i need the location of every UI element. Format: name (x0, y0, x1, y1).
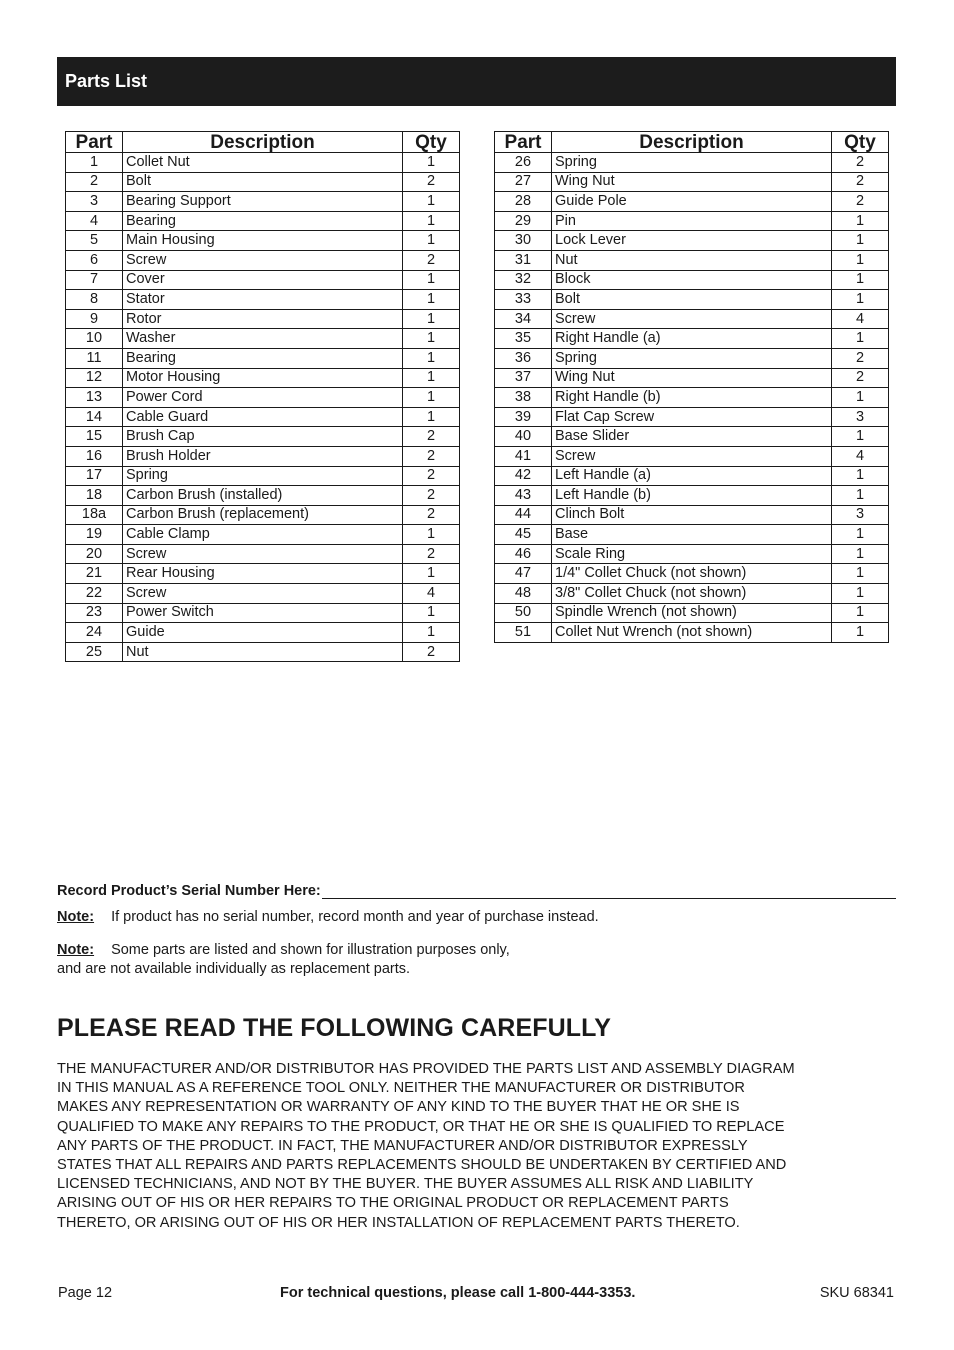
quantity-cell: 2 (403, 505, 460, 525)
table-row (495, 172, 889, 192)
table-row (495, 192, 889, 212)
qty-column-header: Qty (403, 132, 460, 153)
quantity-cell: 1 (403, 388, 460, 408)
table-row (66, 584, 460, 604)
description-cell: Bearing (123, 211, 403, 231)
description-cell: Cable Clamp (123, 525, 403, 545)
section-header (57, 57, 896, 106)
description-cell: Rear Housing (123, 564, 403, 584)
quantity-cell: 1 (832, 270, 889, 290)
table-row (495, 250, 889, 270)
serial-number-blank-line (322, 882, 896, 899)
description-cell: Flat Cap Screw (552, 407, 832, 427)
quantity-cell: 1 (403, 192, 460, 212)
description-cell: 1/4" Collet Chuck (not shown) (552, 564, 832, 584)
part-number-cell: 1 (66, 153, 123, 173)
table-row (66, 525, 460, 545)
part-number-cell: 22 (66, 584, 123, 604)
part-number-cell: 46 (495, 544, 552, 564)
table-row (66, 623, 460, 643)
description-cell: Collet Nut (123, 153, 403, 173)
part-number-cell: 7 (66, 270, 123, 290)
description-cell: Spring (552, 153, 832, 173)
description-cell: Pin (552, 211, 832, 231)
table-row (495, 623, 889, 643)
part-number-cell: 11 (66, 348, 123, 368)
description-cell: Lock Lever (552, 231, 832, 251)
table-row (495, 290, 889, 310)
table-row (495, 329, 889, 349)
table-row (495, 505, 889, 525)
part-number-cell: 39 (495, 407, 552, 427)
part-number-cell: 4 (66, 211, 123, 231)
parts-table-left (65, 131, 460, 662)
description-column-header: Description (123, 132, 403, 153)
table-row (66, 486, 460, 506)
description-cell: Bolt (552, 290, 832, 310)
description-cell: Spring (552, 348, 832, 368)
table-row (66, 407, 460, 427)
table-row (66, 388, 460, 408)
part-number-cell: 24 (66, 623, 123, 643)
part-number-cell: 47 (495, 564, 552, 584)
sku-number: SKU 68341 (819, 1285, 894, 1301)
table-row (495, 446, 889, 466)
part-number-cell: 28 (495, 192, 552, 212)
table-row (66, 270, 460, 290)
parts-right-body (495, 153, 889, 643)
description-cell: Screw (552, 446, 832, 466)
quantity-cell: 3 (832, 505, 889, 525)
description-cell: Guide Pole (552, 192, 832, 212)
part-number-cell: 13 (66, 388, 123, 408)
quantity-cell: 1 (403, 329, 460, 349)
quantity-cell: 1 (832, 466, 889, 486)
description-cell: Screw (552, 309, 832, 329)
note-label: Note: (57, 909, 95, 925)
table-row (495, 407, 889, 427)
serial-number-record (57, 882, 896, 899)
part-number-cell: 19 (66, 525, 123, 545)
disclaimer-line: LICENSED TECHNICIANS, AND NOT BY THE BUYER. THE BUYER ASSUMES ALL RISK AND LIABILITY (57, 1176, 754, 1193)
quantity-cell: 1 (832, 250, 889, 270)
quantity-cell: 1 (832, 623, 889, 643)
note-text: If product has no serial number, record month and year of purchase instead. (111, 909, 599, 925)
disclaimer-line: THE MANUFACTURER AND/OR DISTRIBUTOR HAS PROVIDED THE PARTS LIST AND ASSEMBLY DIAGRAM (57, 1061, 795, 1077)
part-number-cell: 34 (495, 309, 552, 329)
disclaimer-line: THERETO, OR ARISING OUT OF HIS OR HER INSTALLATION OF REPLACEMENT PARTS THERETO. (57, 1214, 740, 1231)
description-cell: Rotor (123, 309, 403, 329)
description-cell: Screw (123, 250, 403, 270)
part-number-cell: 12 (66, 368, 123, 388)
part-number-cell: 16 (66, 446, 123, 466)
table-header-row (66, 132, 460, 153)
part-number-cell: 21 (66, 564, 123, 584)
quantity-cell: 1 (403, 564, 460, 584)
description-cell: Wing Nut (552, 172, 832, 192)
description-cell: Bolt (123, 172, 403, 192)
quantity-cell: 2 (832, 153, 889, 173)
table-row (66, 564, 460, 584)
description-cell: Nut (552, 250, 832, 270)
disclaimer-line: STATES THAT ALL REPAIRS AND PARTS REPLACEMENTS SHOULD BE UNDERTAKEN BY CERTIFIED AND (57, 1157, 787, 1174)
part-number-cell: 30 (495, 231, 552, 251)
quantity-cell: 1 (403, 603, 460, 623)
description-cell: Collet Nut Wrench (not shown) (552, 623, 832, 643)
part-number-cell: 29 (495, 211, 552, 231)
part-number-cell: 3 (66, 192, 123, 212)
quantity-cell: 2 (832, 368, 889, 388)
description-cell: Left Handle (b) (552, 486, 832, 506)
part-number-cell: 50 (495, 603, 552, 623)
part-number-cell: 6 (66, 250, 123, 270)
part-number-cell: 44 (495, 505, 552, 525)
note-serial (57, 908, 599, 927)
quantity-cell: 1 (832, 329, 889, 349)
quantity-cell: 1 (832, 211, 889, 231)
description-cell: Motor Housing (123, 368, 403, 388)
quantity-cell: 2 (403, 466, 460, 486)
section-title: Parts List (65, 71, 148, 91)
table-row (495, 368, 889, 388)
part-number-cell: 40 (495, 427, 552, 447)
table-row (66, 231, 460, 251)
quantity-cell: 2 (403, 544, 460, 564)
table-row (66, 505, 460, 525)
parts-table-right (494, 131, 889, 643)
quantity-cell: 2 (403, 446, 460, 466)
quantity-cell: 1 (832, 231, 889, 251)
description-cell: Power Switch (123, 603, 403, 623)
quantity-cell: 2 (403, 642, 460, 662)
description-cell: Block (552, 270, 832, 290)
description-cell: Scale Ring (552, 544, 832, 564)
description-cell: Guide (123, 623, 403, 643)
part-number-cell: 33 (495, 290, 552, 310)
description-cell: Screw (123, 544, 403, 564)
part-column-header: Part (66, 132, 123, 153)
disclaimer-paragraph (57, 1060, 897, 1233)
description-cell: Spring (123, 466, 403, 486)
table-row (495, 603, 889, 623)
quantity-cell: 1 (832, 584, 889, 604)
description-cell: Right Handle (a) (552, 329, 832, 349)
part-number-cell: 5 (66, 231, 123, 251)
table-row (66, 642, 460, 662)
part-number-cell: 36 (495, 348, 552, 368)
quantity-cell: 1 (832, 290, 889, 310)
part-number-cell: 17 (66, 466, 123, 486)
table-row (66, 192, 460, 212)
note-text-continued: and are not available individually as replacement parts. (57, 961, 411, 977)
quantity-cell: 2 (832, 192, 889, 212)
part-number-cell: 18a (66, 505, 123, 525)
part-number-cell: 41 (495, 446, 552, 466)
note-illustration (57, 941, 510, 979)
table-row (495, 348, 889, 368)
part-number-cell: 27 (495, 172, 552, 192)
quantity-cell: 1 (403, 407, 460, 427)
table-row (495, 153, 889, 173)
part-number-cell: 18 (66, 486, 123, 506)
warning-title: PLEASE READ THE FOLLOWING CAREFULLY (57, 1014, 611, 1042)
description-cell: Stator (123, 290, 403, 310)
description-cell: Spindle Wrench (not shown) (552, 603, 832, 623)
table-row (66, 466, 460, 486)
qty-column-header: Qty (832, 132, 889, 153)
table-row (66, 348, 460, 368)
description-cell: Clinch Bolt (552, 505, 832, 525)
quantity-cell: 1 (403, 270, 460, 290)
quantity-cell: 1 (832, 388, 889, 408)
serial-number-label: Record Product’s Serial Number Here: (57, 883, 321, 899)
part-number-cell: 51 (495, 623, 552, 643)
part-number-cell: 42 (495, 466, 552, 486)
description-cell: Brush Cap (123, 427, 403, 447)
table-row (495, 584, 889, 604)
part-number-cell: 26 (495, 153, 552, 173)
quantity-cell: 1 (832, 525, 889, 545)
table-row (495, 211, 889, 231)
quantity-cell: 1 (832, 564, 889, 584)
table-row (66, 250, 460, 270)
description-cell: Cover (123, 270, 403, 290)
quantity-cell: 3 (832, 407, 889, 427)
disclaimer-line: QUALIFIED TO MAKE ANY REPAIRS TO THE PRODUCT, OR THAT HE OR SHE IS QUALIFIED TO REPLACE (57, 1118, 785, 1135)
part-number-cell: 25 (66, 642, 123, 662)
table-row (66, 427, 460, 447)
quantity-cell: 1 (832, 486, 889, 506)
table-row (495, 309, 889, 329)
table-row (66, 309, 460, 329)
table-row (495, 525, 889, 545)
quantity-cell: 2 (832, 172, 889, 192)
description-cell: Cable Guard (123, 407, 403, 427)
table-row (66, 329, 460, 349)
table-row (66, 544, 460, 564)
table-row (495, 486, 889, 506)
tech-support-phone: For technical questions, please call 1-800-444-3353. (280, 1285, 636, 1301)
description-cell: Bearing Support (123, 192, 403, 212)
part-number-cell: 15 (66, 427, 123, 447)
quantity-cell: 4 (832, 309, 889, 329)
part-number-cell: 23 (66, 603, 123, 623)
table-row (495, 231, 889, 251)
quantity-cell: 2 (403, 172, 460, 192)
table-row (495, 270, 889, 290)
quantity-cell: 1 (832, 603, 889, 623)
description-cell: Brush Holder (123, 446, 403, 466)
quantity-cell: 2 (403, 427, 460, 447)
disclaimer-line: ANY PARTS OF THE PRODUCT. IN FACT, THE MANUFACTURER AND/OR DISTRIBUTOR EXPRESSLY (57, 1137, 748, 1154)
quantity-cell: 2 (403, 486, 460, 506)
quantity-cell: 4 (832, 446, 889, 466)
part-number-cell: 14 (66, 407, 123, 427)
table-row (66, 290, 460, 310)
quantity-cell: 1 (403, 525, 460, 545)
part-number-cell: 48 (495, 584, 552, 604)
table-row (66, 368, 460, 388)
part-number-cell: 38 (495, 388, 552, 408)
table-row (66, 172, 460, 192)
part-number-cell: 10 (66, 329, 123, 349)
quantity-cell: 1 (403, 153, 460, 173)
quantity-cell: 2 (403, 250, 460, 270)
part-number-cell: 35 (495, 329, 552, 349)
disclaimer-line: IN THIS MANUAL AS A REFERENCE TOOL ONLY. NEITHER THE MANUFACTURER OR DISTRIBUTOR (57, 1080, 745, 1097)
part-number-cell: 8 (66, 290, 123, 310)
quantity-cell: 2 (832, 348, 889, 368)
quantity-cell: 1 (832, 427, 889, 447)
quantity-cell: 1 (403, 309, 460, 329)
table-row (66, 153, 460, 173)
quantity-cell: 4 (403, 584, 460, 604)
part-column-header: Part (495, 132, 552, 153)
part-number-cell: 20 (66, 544, 123, 564)
description-cell: Washer (123, 329, 403, 349)
part-number-cell: 31 (495, 250, 552, 270)
table-row (495, 427, 889, 447)
quantity-cell: 1 (832, 544, 889, 564)
quantity-cell: 1 (403, 623, 460, 643)
table-row (66, 446, 460, 466)
part-number-cell: 37 (495, 368, 552, 388)
table-row (66, 211, 460, 231)
part-number-cell: 45 (495, 525, 552, 545)
table-row (66, 603, 460, 623)
description-cell: Right Handle (b) (552, 388, 832, 408)
description-cell: Base Slider (552, 427, 832, 447)
description-cell: Power Cord (123, 388, 403, 408)
table-row (495, 388, 889, 408)
description-cell: 3/8" Collet Chuck (not shown) (552, 584, 832, 604)
description-column-header: Description (552, 132, 832, 153)
description-cell: Carbon Brush (replacement) (123, 505, 403, 525)
table-row (495, 466, 889, 486)
table-header-row (495, 132, 889, 153)
disclaimer-line: MAKES ANY REPRESENTATION OR WARRANTY OF ANY KIND TO THE BUYER THAT HE OR SHE IS (57, 1099, 740, 1116)
description-cell: Left Handle (a) (552, 466, 832, 486)
quantity-cell: 1 (403, 211, 460, 231)
part-number-cell: 9 (66, 309, 123, 329)
table-row (495, 544, 889, 564)
description-cell: Base (552, 525, 832, 545)
description-cell: Screw (123, 584, 403, 604)
part-number-cell: 2 (66, 172, 123, 192)
description-cell: Main Housing (123, 231, 403, 251)
part-number-cell: 43 (495, 486, 552, 506)
quantity-cell: 1 (403, 348, 460, 368)
description-cell: Wing Nut (552, 368, 832, 388)
description-cell: Bearing (123, 348, 403, 368)
description-cell: Carbon Brush (installed) (123, 486, 403, 506)
note-label: Note: (57, 942, 95, 958)
disclaimer-line: ARISING OUT OF HIS OR HER REPAIRS TO THE ORIGINAL PRODUCT OR REPLACEMENT PARTS (57, 1195, 729, 1212)
description-cell: Nut (123, 642, 403, 662)
part-number-cell: 32 (495, 270, 552, 290)
quantity-cell: 1 (403, 368, 460, 388)
table-row (495, 564, 889, 584)
note-text: Some parts are listed and shown for illustration purposes only, (111, 942, 510, 958)
quantity-cell: 1 (403, 290, 460, 310)
parts-left-body (66, 153, 460, 662)
quantity-cell: 1 (403, 231, 460, 251)
page-number: Page 12 (58, 1285, 113, 1301)
